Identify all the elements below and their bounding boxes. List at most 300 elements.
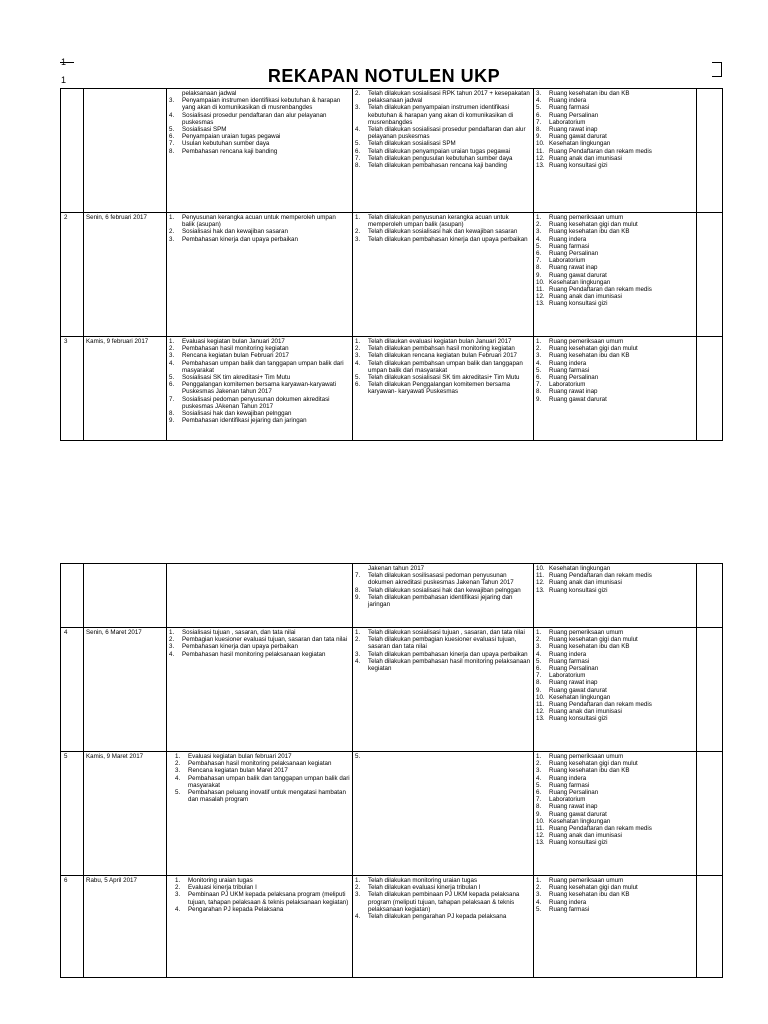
list-item-number: 5. bbox=[169, 374, 175, 382]
top-left-rule bbox=[60, 62, 74, 63]
list-item-number: 1. bbox=[536, 753, 542, 760]
list-item-number: 13. bbox=[536, 586, 545, 594]
list-item-text: Ruang farmasi bbox=[549, 366, 590, 374]
list-item-number: 10. bbox=[536, 140, 545, 148]
cell-empty bbox=[697, 752, 723, 876]
list-item-number: 4. bbox=[355, 913, 361, 921]
list-item bbox=[536, 155, 694, 162]
list-item-text: Ruang indera bbox=[549, 650, 587, 658]
list-item bbox=[169, 126, 350, 133]
list-item bbox=[536, 760, 694, 767]
list-item bbox=[169, 352, 350, 359]
list-item bbox=[536, 899, 694, 906]
list-item-text: Telah dilakukan pembahasan hasil monitoring pelaksanaan kegiatan bbox=[368, 657, 531, 673]
list-item-number: 11. bbox=[536, 286, 545, 294]
list-item-text: Kesehatan lingkungan bbox=[549, 140, 611, 148]
list-item-text: Sosialisasi hak dan kewajiban pelnggan bbox=[182, 410, 292, 418]
list-item bbox=[169, 629, 350, 636]
list-item-text: Sosialisasi tujuan , sasaran, dan tata nilai bbox=[182, 629, 296, 636]
list-item bbox=[355, 565, 531, 572]
list-item-number: 4. bbox=[169, 359, 175, 367]
list-item-number: 2. bbox=[355, 345, 361, 353]
list-item bbox=[169, 148, 350, 155]
list-item-number: 12. bbox=[536, 293, 545, 301]
list-item-text: Penggalangan komitemen bersama karyawan-karyawati Puskesmas Jakenan tahun 2017 bbox=[182, 381, 337, 396]
list-item-text: Telah dilakukan penyampaian instrumen identifikasi kebutuhan & harapan yang akan di komunikasikan di musrenbangdes bbox=[368, 104, 514, 126]
list-item-text: Laboratorium bbox=[549, 257, 586, 265]
list-item-text: Usulan kebutuhan sumber daya bbox=[182, 140, 270, 148]
list-item-number: 3. bbox=[355, 650, 361, 658]
corner-mark-top: 1 bbox=[61, 57, 67, 67]
cell-number: 4 bbox=[61, 628, 84, 752]
list-item bbox=[536, 236, 694, 243]
list-item bbox=[536, 701, 694, 708]
list-item-number: 4. bbox=[536, 774, 542, 782]
list-item bbox=[169, 345, 350, 352]
list-item-number: 4. bbox=[175, 905, 181, 913]
list-item-text: Rencana kegiatan bulan Maret 2017 bbox=[188, 767, 288, 775]
list-item bbox=[536, 286, 694, 293]
list-item bbox=[169, 228, 350, 235]
list-item-number: 3. bbox=[536, 767, 542, 775]
list-item bbox=[169, 374, 350, 381]
list-item-text: Telah dilakukan pengarahan PJ kepada pelaksana bbox=[368, 913, 507, 921]
list-item bbox=[536, 579, 694, 586]
list-item-text: Ruang kesehatan ibu dan KB bbox=[549, 352, 630, 360]
list-item bbox=[536, 126, 694, 133]
list-item-number: 12. bbox=[536, 579, 545, 587]
list-item bbox=[169, 636, 350, 643]
list-item-text: Ruang anak dan imunisasi bbox=[549, 154, 622, 162]
list-item-text: Ruang anak dan imunisasi bbox=[549, 832, 622, 840]
list-item bbox=[536, 381, 694, 388]
corner-mark-bottom: 1 bbox=[61, 75, 67, 85]
list-item bbox=[169, 651, 350, 658]
list-item bbox=[536, 345, 694, 352]
list-item-text: Telah dilakukan monitoring uraian tugas bbox=[368, 877, 478, 884]
table1.rows.0.result-list bbox=[355, 90, 531, 169]
list-item bbox=[536, 789, 694, 796]
list-item bbox=[536, 572, 694, 579]
list-item bbox=[536, 367, 694, 374]
list-item bbox=[355, 587, 531, 594]
list-item-text: Telah dilakukan pembahasan identifikasi jejaring dan jaringan bbox=[368, 593, 513, 609]
list-item bbox=[536, 891, 694, 898]
list-item bbox=[355, 104, 531, 126]
list-item-number: 11. bbox=[536, 701, 545, 709]
list-item-number: 10. bbox=[536, 565, 545, 572]
list-item bbox=[536, 665, 694, 672]
list-item-number: 4. bbox=[355, 657, 361, 665]
list-item-number: 2. bbox=[536, 636, 542, 644]
list-item-text: Ruang farmasi bbox=[549, 781, 590, 789]
table-row bbox=[61, 213, 723, 337]
list-item bbox=[536, 687, 694, 694]
list-item-number: 2. bbox=[536, 884, 542, 892]
list-item-number: 1. bbox=[536, 629, 542, 636]
list-item bbox=[536, 587, 694, 594]
table2.rows.2.agenda-list bbox=[169, 753, 350, 803]
cell-result bbox=[353, 628, 534, 752]
list-item bbox=[536, 565, 694, 572]
list-item bbox=[536, 636, 694, 643]
list-item-text: Penyampaian uraian tugas pegawai bbox=[182, 133, 281, 141]
list-item bbox=[175, 877, 350, 884]
list-item-text: Pembahasan peluang inovatif untuk mengatasi hambatan dan masalah program bbox=[188, 789, 346, 804]
cell-rooms bbox=[534, 337, 697, 441]
list-item-number: 1. bbox=[175, 877, 181, 884]
list-item bbox=[169, 112, 350, 126]
list-item-number: 2. bbox=[355, 90, 361, 97]
list-item-text: Kesehatan lingkungan bbox=[549, 565, 611, 572]
list-item bbox=[355, 658, 531, 672]
cell-empty bbox=[697, 213, 723, 337]
list-item bbox=[536, 162, 694, 169]
list-item bbox=[536, 396, 694, 403]
table2.rows.3.rooms-list bbox=[536, 877, 694, 913]
list-item-number: 1. bbox=[536, 214, 542, 221]
list-item-text: Telah dilakukan sosialisasi SK tim akreditasi+ Tim Mutu bbox=[368, 374, 520, 382]
cell-agenda bbox=[167, 628, 353, 752]
list-item bbox=[536, 643, 694, 650]
list-item bbox=[175, 891, 350, 905]
list-item bbox=[175, 753, 350, 760]
list-item-text: Ruang konsultasi gizi bbox=[549, 715, 608, 723]
cell-date: Kamis, 9 februari 2017 bbox=[84, 337, 167, 441]
list-item bbox=[536, 228, 694, 235]
list-item-number: 9. bbox=[536, 271, 542, 279]
list-item bbox=[536, 90, 694, 97]
list-item bbox=[175, 775, 350, 789]
list-item-number: 1. bbox=[355, 338, 361, 345]
list-item-text: Ruang rawat inap bbox=[549, 264, 598, 272]
list-item-number: 9. bbox=[169, 417, 175, 425]
list-item-text: Telah dilakukan pengusulan kebutuhan sumber daya bbox=[368, 154, 513, 162]
table-row bbox=[61, 564, 723, 628]
cell-rooms bbox=[534, 213, 697, 337]
list-item-text: Telah dilakukan pembahasan kinerja dan upaya perbaikan bbox=[368, 235, 528, 243]
list-item-number: 4. bbox=[536, 898, 542, 906]
list-item-text: Ruang indera bbox=[549, 898, 587, 906]
list-item bbox=[355, 913, 531, 920]
list-item-number: 7. bbox=[536, 796, 542, 804]
list-item-number: 4. bbox=[536, 650, 542, 658]
list-item-text: Laboratorium bbox=[549, 381, 586, 389]
list-item bbox=[536, 679, 694, 686]
cell-date: Senin, 6 februari 2017 bbox=[84, 213, 167, 337]
list-item bbox=[169, 236, 350, 243]
table1.rows.1.agenda-list bbox=[169, 214, 350, 243]
list-item-text: Pembinaan PJ UKM kepada pelaksana program (meliputi tujuan, tahapan pelaksaan & teknis pelaksanaan kegiatan) bbox=[188, 891, 349, 906]
cell-date: Kamis, 9 Maret 2017 bbox=[84, 752, 167, 876]
list-item-text: Ruang indera bbox=[549, 359, 587, 367]
list-item-number: 6. bbox=[355, 147, 361, 155]
cell-agenda bbox=[167, 564, 353, 628]
list-item-number: 4. bbox=[355, 126, 361, 134]
cell-empty bbox=[697, 628, 723, 752]
list-item-text: Ruang Pendaftaran dan rekam medis bbox=[549, 147, 652, 155]
table1.rows.1.rooms-list bbox=[536, 214, 694, 308]
list-item bbox=[355, 381, 531, 395]
list-item bbox=[536, 279, 694, 286]
list-item bbox=[355, 374, 531, 381]
cell-number bbox=[61, 89, 84, 213]
table-row bbox=[61, 337, 723, 441]
list-item bbox=[536, 243, 694, 250]
list-item-text: Telah dilakukan sosialisasi hak dan kewajiban pelnggan bbox=[368, 586, 521, 594]
cell-rooms bbox=[534, 89, 697, 213]
cell-number bbox=[61, 564, 84, 628]
list-item-text: Ruang Persalinan bbox=[549, 665, 599, 673]
table-row bbox=[61, 752, 723, 876]
list-item bbox=[536, 374, 694, 381]
list-item-text: Telah dilakukan penyusunan kerangka acuan untuk memperoleh umpan balik (asupan) bbox=[368, 214, 509, 229]
table2.rows.1.result-list bbox=[355, 629, 531, 672]
cell-rooms bbox=[534, 876, 697, 978]
list-item-text: Ruang gawat darurat bbox=[549, 686, 607, 694]
list-item bbox=[536, 877, 694, 884]
cell-result bbox=[353, 876, 534, 978]
list-item-text: Kesehatan lingkungan bbox=[549, 278, 611, 286]
list-item-text: Telah dilaukan evaluasi kegiatan bulan Januari 2017 bbox=[368, 338, 512, 345]
list-item-text: Laboratorium bbox=[549, 118, 586, 126]
table1.rows.2.agenda-list bbox=[169, 338, 350, 424]
table-row bbox=[61, 628, 723, 752]
list-item-text: Ruang rawat inap bbox=[549, 679, 598, 687]
list-item-number: 3. bbox=[175, 767, 181, 775]
list-item bbox=[536, 708, 694, 715]
list-item-number: 8. bbox=[536, 388, 542, 396]
list-item-text: Pembahasan kinerja dan upaya perbaikan bbox=[182, 235, 298, 243]
list-item-text: Telah dilakukan sosialisasi SPM bbox=[368, 140, 456, 148]
list-item-number: 4. bbox=[169, 111, 175, 119]
list-item-text: Ruang pemeriksaan umum bbox=[549, 214, 624, 221]
list-item-text: Ruang indera bbox=[549, 97, 587, 105]
list-item-number: 1. bbox=[169, 338, 175, 345]
list-item bbox=[355, 884, 531, 891]
list-item bbox=[355, 877, 531, 884]
list-item-text: Ruang Pendaftaran dan rekam medis bbox=[549, 286, 652, 294]
list-item bbox=[536, 694, 694, 701]
list-item-text: Pengarahan PJ kepada Pelaksana bbox=[188, 905, 284, 913]
list-item-text: Ruang farmasi bbox=[549, 905, 590, 913]
list-item bbox=[536, 140, 694, 147]
list-item-text: Evaluasi kegiatan bulan februari 2017 bbox=[188, 753, 292, 760]
list-item-number: 9. bbox=[536, 686, 542, 694]
list-item bbox=[536, 672, 694, 679]
cell-rooms bbox=[534, 564, 697, 628]
list-item-number: 1. bbox=[355, 629, 361, 636]
list-item bbox=[169, 643, 350, 650]
list-item-number: 12. bbox=[536, 154, 545, 162]
list-item-text: Ruang rawat inap bbox=[549, 803, 598, 811]
list-item bbox=[536, 221, 694, 228]
list-item-text: Ruang anak dan imunisasi bbox=[549, 708, 622, 716]
cell-result bbox=[353, 752, 534, 876]
list-item-number: 6. bbox=[169, 133, 175, 141]
list-item-text: Rencana kegiatan bulan Februari 2017 bbox=[182, 352, 289, 360]
list-item-number: 7. bbox=[536, 257, 542, 265]
list-item-number: 3. bbox=[536, 228, 542, 236]
list-item bbox=[536, 715, 694, 722]
cell-agenda bbox=[167, 337, 353, 441]
list-item bbox=[355, 572, 531, 586]
table1.rows.2.rooms-list bbox=[536, 338, 694, 403]
list-item-text: Telah dilakukan evaluasi kinerja tribulan I bbox=[368, 884, 481, 892]
list-item-text: Pembahasan hasil monitoring pelaksanaan kegiatan bbox=[188, 760, 332, 768]
list-item-text: Monitoring uraian tugas bbox=[188, 877, 253, 884]
list-item bbox=[355, 594, 531, 608]
list-item-text: Ruang anak dan imunisasi bbox=[549, 293, 622, 301]
list-item-text: Ruang indera bbox=[549, 774, 587, 782]
cell-result bbox=[353, 89, 534, 213]
list-item-text: Ruang kesehatan ibu dan KB bbox=[549, 891, 630, 899]
list-item bbox=[536, 629, 694, 636]
list-item-number: 8. bbox=[536, 679, 542, 687]
list-item-number: 2. bbox=[355, 884, 361, 892]
list-item-text: Pembahasan identifikasi jejaring dan jaringan bbox=[182, 417, 307, 425]
list-item bbox=[536, 811, 694, 818]
list-item-text: Telah dilakukan sosialisasi hak dan kewajiban sasaran bbox=[368, 228, 518, 236]
list-item bbox=[169, 338, 350, 345]
list-item-text: Ruang konsultasi gizi bbox=[549, 839, 608, 847]
list-item-number: 3. bbox=[355, 235, 361, 243]
cell-date bbox=[84, 89, 167, 213]
cell-rooms bbox=[534, 752, 697, 876]
list-item-number: 2. bbox=[536, 221, 542, 229]
list-item-text: Pembahasan umpan balik dan tanggapan umpan balik dari masyarakat bbox=[188, 774, 350, 789]
list-item-text: Evaluasi kinerja tribulan I bbox=[188, 884, 257, 892]
list-item-text: Ruang Persalinan bbox=[549, 250, 599, 258]
list-item-number: 2. bbox=[355, 228, 361, 236]
list-item-text: Laboratorium bbox=[549, 672, 586, 680]
list-item bbox=[536, 293, 694, 300]
list-item-number: 7. bbox=[355, 154, 361, 162]
table-row bbox=[61, 89, 723, 213]
list-item bbox=[169, 410, 350, 417]
list-item-number: 5. bbox=[536, 781, 542, 789]
list-item-text: Ruang pemeriksaan umum bbox=[549, 877, 624, 884]
cell-date bbox=[84, 564, 167, 628]
list-item bbox=[355, 148, 531, 155]
list-item-number: 13. bbox=[536, 162, 545, 170]
list-item bbox=[169, 140, 350, 147]
list-item-text: Telah dilakukan pembagian kuesioner evaluasi tujuan, sasaran dan tata nilai bbox=[368, 636, 517, 651]
list-item-text: Telah dilakukan Penggalangan komitemen bersama karyawan- karyawati Puskesmas bbox=[368, 381, 511, 396]
list-item-number: 1. bbox=[536, 338, 542, 345]
list-item-number: 8. bbox=[536, 126, 542, 134]
list-item bbox=[175, 884, 350, 891]
list-item bbox=[355, 629, 531, 636]
list-item bbox=[536, 832, 694, 839]
table1.rows.1.result-list bbox=[355, 214, 531, 243]
list-item-number: 8. bbox=[355, 586, 361, 594]
list-item-text: Pembahasan umpan balik dan tanggapan umpan balik dari masyarakat bbox=[182, 359, 344, 374]
list-item bbox=[536, 775, 694, 782]
list-item bbox=[536, 338, 694, 345]
list-item-number: 1. bbox=[169, 629, 175, 636]
list-item-text: Ruang farmasi bbox=[549, 104, 590, 112]
list-item-number: 9. bbox=[536, 395, 542, 403]
list-item-text: Sosialisasi prosedur pendaftaran dan alur pelayanan puskesmas bbox=[182, 111, 327, 126]
list-item-number: 4. bbox=[175, 774, 181, 782]
list-item-text: Ruang Persalinan bbox=[549, 374, 599, 382]
cell-number: 3 bbox=[61, 337, 84, 441]
list-item-number: 9. bbox=[536, 133, 542, 141]
cell-date: Senin, 6 Maret 2017 bbox=[84, 628, 167, 752]
list-item-number: 9. bbox=[536, 810, 542, 818]
list-item-number: 5. bbox=[355, 140, 361, 148]
list-item bbox=[536, 753, 694, 760]
list-item-text: Ruang farmasi bbox=[549, 657, 590, 665]
list-item-number: 8. bbox=[536, 264, 542, 272]
list-item-text: Telah dilakukan pembinaan PJ UKM kepada pelaksana program (meliputi tujuan, tahapan pelaksaan & teknis pelaksanaan kegiatan) bbox=[368, 891, 520, 913]
list-item bbox=[536, 651, 694, 658]
list-item-number: 5. bbox=[536, 657, 542, 665]
list-item-number: 6. bbox=[355, 381, 361, 389]
list-item-number: 7. bbox=[536, 672, 542, 680]
list-item-text: Telah dilakukan penyampaian uraian tugas pegawai bbox=[368, 147, 511, 155]
list-item-text: Telah dilakukan rencana kegiatan bulan Februari 2017 bbox=[368, 352, 517, 360]
list-item-text: Ruang indera bbox=[549, 235, 587, 243]
list-item bbox=[355, 90, 531, 104]
list-item-text: Ruang kesehatan ibu dan KB bbox=[549, 643, 630, 651]
list-item-number: 2. bbox=[169, 228, 175, 236]
list-item-number: 1. bbox=[169, 214, 175, 221]
list-item-number: 11. bbox=[536, 572, 545, 580]
list-item bbox=[169, 133, 350, 140]
list-item-text: Ruang kesehatan gigi dan mulut bbox=[549, 636, 638, 644]
list-item-text: Penyampaian instrumen identifikasi kebutuhan & harapan yang akan di komunikasikan di musrenbangdes bbox=[182, 97, 341, 112]
list-item-number: 3. bbox=[169, 352, 175, 360]
list-item bbox=[169, 90, 350, 97]
table2.rows.2.rooms-list bbox=[536, 753, 694, 847]
list-item bbox=[536, 264, 694, 271]
list-item bbox=[169, 396, 350, 410]
list-item bbox=[536, 97, 694, 104]
cell-result bbox=[353, 337, 534, 441]
list-item-text: Telah dilakukan sosialisasi prosedur pendaftaran dan alur pelayanan puskesmas bbox=[368, 126, 526, 141]
list-item bbox=[169, 417, 350, 424]
list-item bbox=[536, 360, 694, 367]
list-item-number: 5. bbox=[536, 905, 542, 913]
list-item-text: Ruang Persalinan bbox=[549, 789, 599, 797]
list-item-text: Ruang gawat darurat bbox=[549, 271, 607, 279]
list-item-number: 7. bbox=[536, 118, 542, 126]
list-item-number: 1. bbox=[355, 877, 361, 884]
cell-number: 2 bbox=[61, 213, 84, 337]
list-item-number: 1. bbox=[355, 214, 361, 221]
list-item bbox=[536, 818, 694, 825]
list-item-number: 13. bbox=[536, 715, 545, 723]
list-item-number: 8. bbox=[169, 410, 175, 418]
list-item-text: Ruang Pendaftaran dan rekam medis bbox=[549, 701, 652, 709]
list-item-number: 8. bbox=[169, 147, 175, 155]
list-item-text: Pembahasan kinerja dan upaya perbaikan bbox=[182, 643, 298, 651]
cell-result bbox=[353, 213, 534, 337]
list-item bbox=[355, 126, 531, 140]
list-item-number: 11. bbox=[536, 825, 545, 833]
table-row bbox=[61, 876, 723, 978]
list-item-text: pelaksanaan jadwal bbox=[182, 90, 237, 97]
list-item-text: Ruang kesehatan gigi dan mulut bbox=[549, 884, 638, 892]
list-item-text: Ruang kesehatan gigi dan mulut bbox=[549, 345, 638, 353]
list-item-number: 2. bbox=[536, 760, 542, 768]
cell-agenda bbox=[167, 213, 353, 337]
list-item-number: 5. bbox=[536, 104, 542, 112]
list-item-number: 12. bbox=[536, 708, 545, 716]
list-item-number: 11. bbox=[536, 147, 545, 155]
